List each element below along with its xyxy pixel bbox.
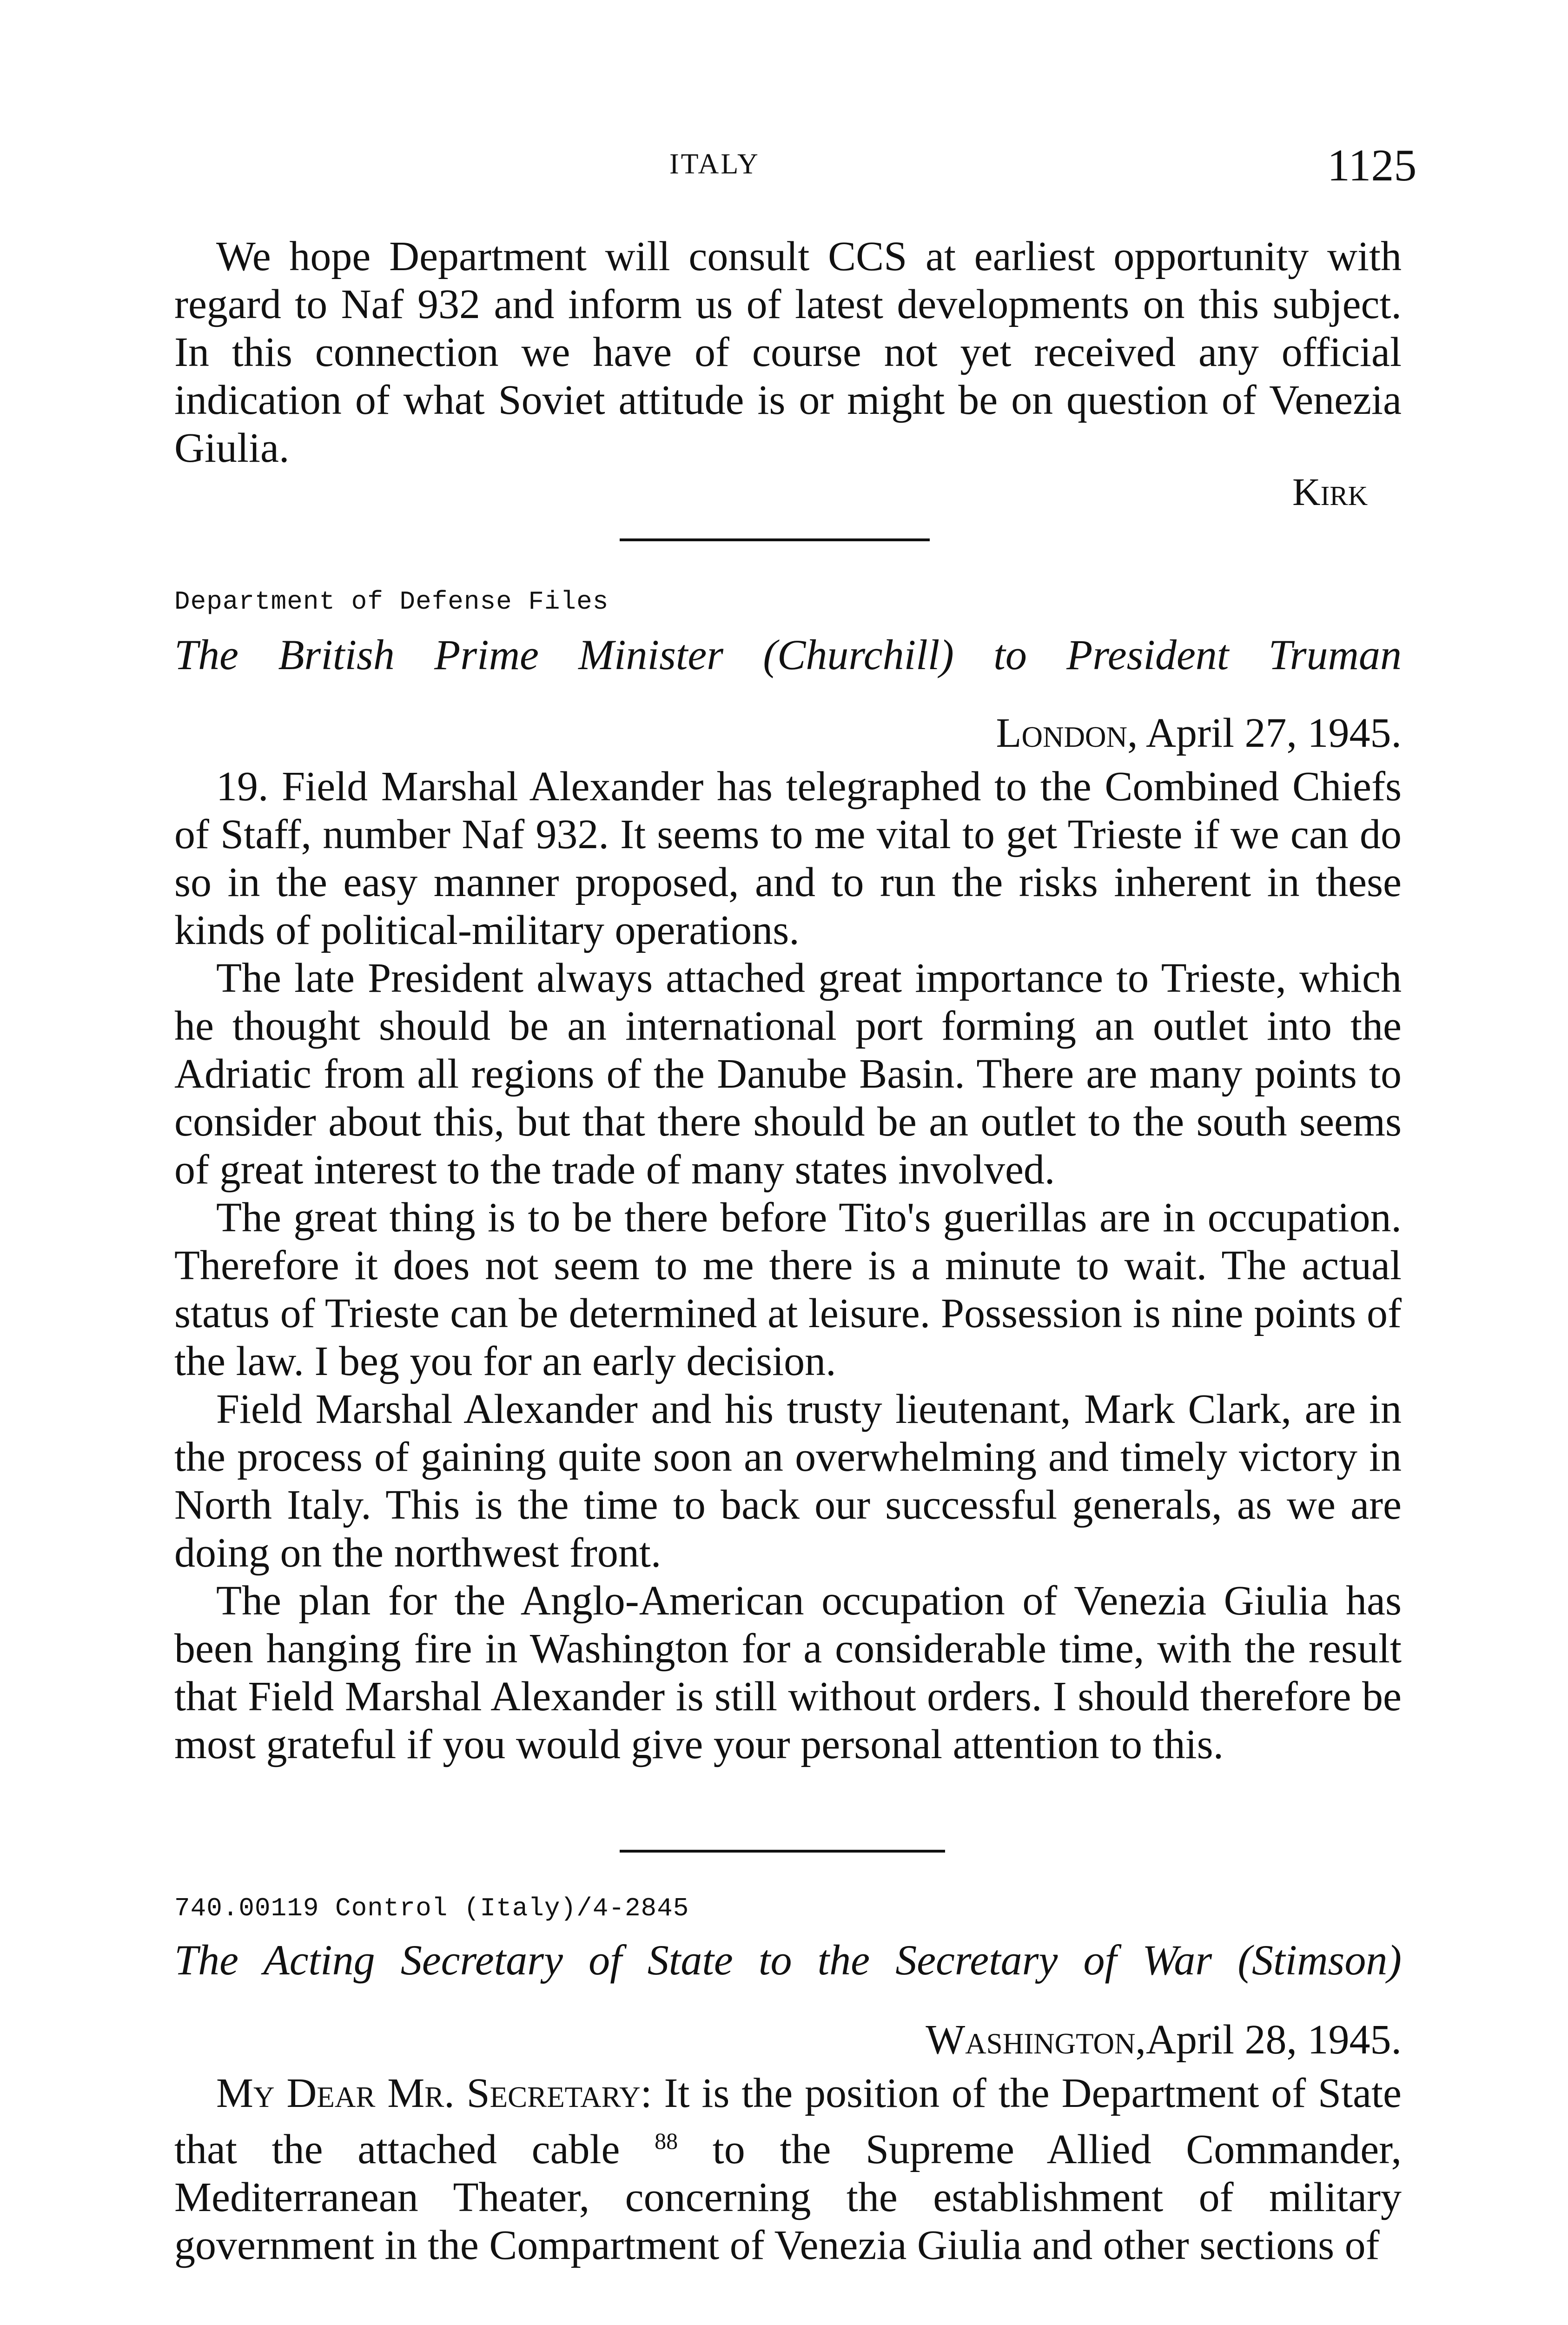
dateline-date: April 28, 1945.: [1146, 2017, 1402, 2063]
churchill-message-body: [0, 763, 1568, 1768]
paragraph: Field Marshal Alexander and his trusty lieutenant, Mark Clark, are in the process of gaining quite soon an overwhelming and timely victory in North Italy. This is the time to back our successful generals, as we are doing on the northwest front.: [174, 1386, 1402, 1576]
paragraph: The great thing is to be there before Tito's guerillas are in occupation. Therefore it does not seem to me there is a minute to wait. The actual status of Trieste can be determined at leisure. Possession is nine points of the law. I beg you for an early decision.: [174, 1195, 1402, 1384]
letter-text-continued: to the Supreme Allied Commander, Mediterranean Theater, concerning the establishment of military government in the Compartment of Venezia Giulia and other sections of: [174, 2126, 1402, 2268]
dateline-place: London,: [996, 710, 1138, 756]
letter-text: It is the position of the Department of State that the attached cable: [174, 2070, 1402, 2172]
dateline-date: April 27, 1945.: [1146, 710, 1402, 756]
page-number: 1125: [1327, 140, 1417, 191]
dateline: [174, 2016, 1402, 2064]
paragraph: 19. Field Marshal Alexander has telegraphed to the Combined Chiefs of Staff, number Naf 932. It seems to me vital to get Trieste if we can do so in the easy manner proposed, and to run the risks inherent in these kinds of political-military operations.: [174, 764, 1402, 953]
running-head: ITALY: [669, 148, 760, 180]
document-title: The Acting Secretary of State to the Secretary of War (Stimson): [174, 1936, 1402, 1984]
paragraph: The late President always attached great importance to Trieste, which he thought should be an international port forming an outlet into the Adriatic from all regions of the Danube Basin. There are many points to consider about this, but that there should be an outlet to the south seems of great interest to the trade of many states involved.: [174, 955, 1402, 1193]
footnote-reference: 88: [655, 2128, 678, 2154]
dateline: [174, 709, 1402, 757]
source-label: Department of Defense Files: [174, 587, 609, 617]
salutation: My Dear Mr. Secretary:: [216, 2070, 652, 2116]
signature-kirk: Kirk: [1292, 471, 1368, 514]
paragraph: The plan for the Anglo-American occupation of Venezia Giulia has been hanging fire in Washington for a considerable time, with the result that Field Marshal Alexander is still without orders. I should therefore be most grateful if you would give your personal attention to this.: [174, 1578, 1402, 1767]
section-divider: [620, 538, 930, 541]
source-label: 740.00119 Control (Italy)/4-2845: [174, 1893, 689, 1923]
document-title: The British Prime Minister (Churchill) to President Truman: [174, 631, 1402, 678]
letter-paragraph: [174, 2069, 1402, 2269]
dateline-place: Washington,: [926, 2017, 1146, 2063]
section-divider: [620, 1850, 945, 1853]
kirk-paragraph: We hope Department will consult CCS at earliest opportunity with regard to Naf 932 and inform us of latest developments on this subject. In this connection we have of course not yet received any official indication of what Soviet attitude is or might be on question of Venezia Giulia.: [174, 233, 1402, 471]
